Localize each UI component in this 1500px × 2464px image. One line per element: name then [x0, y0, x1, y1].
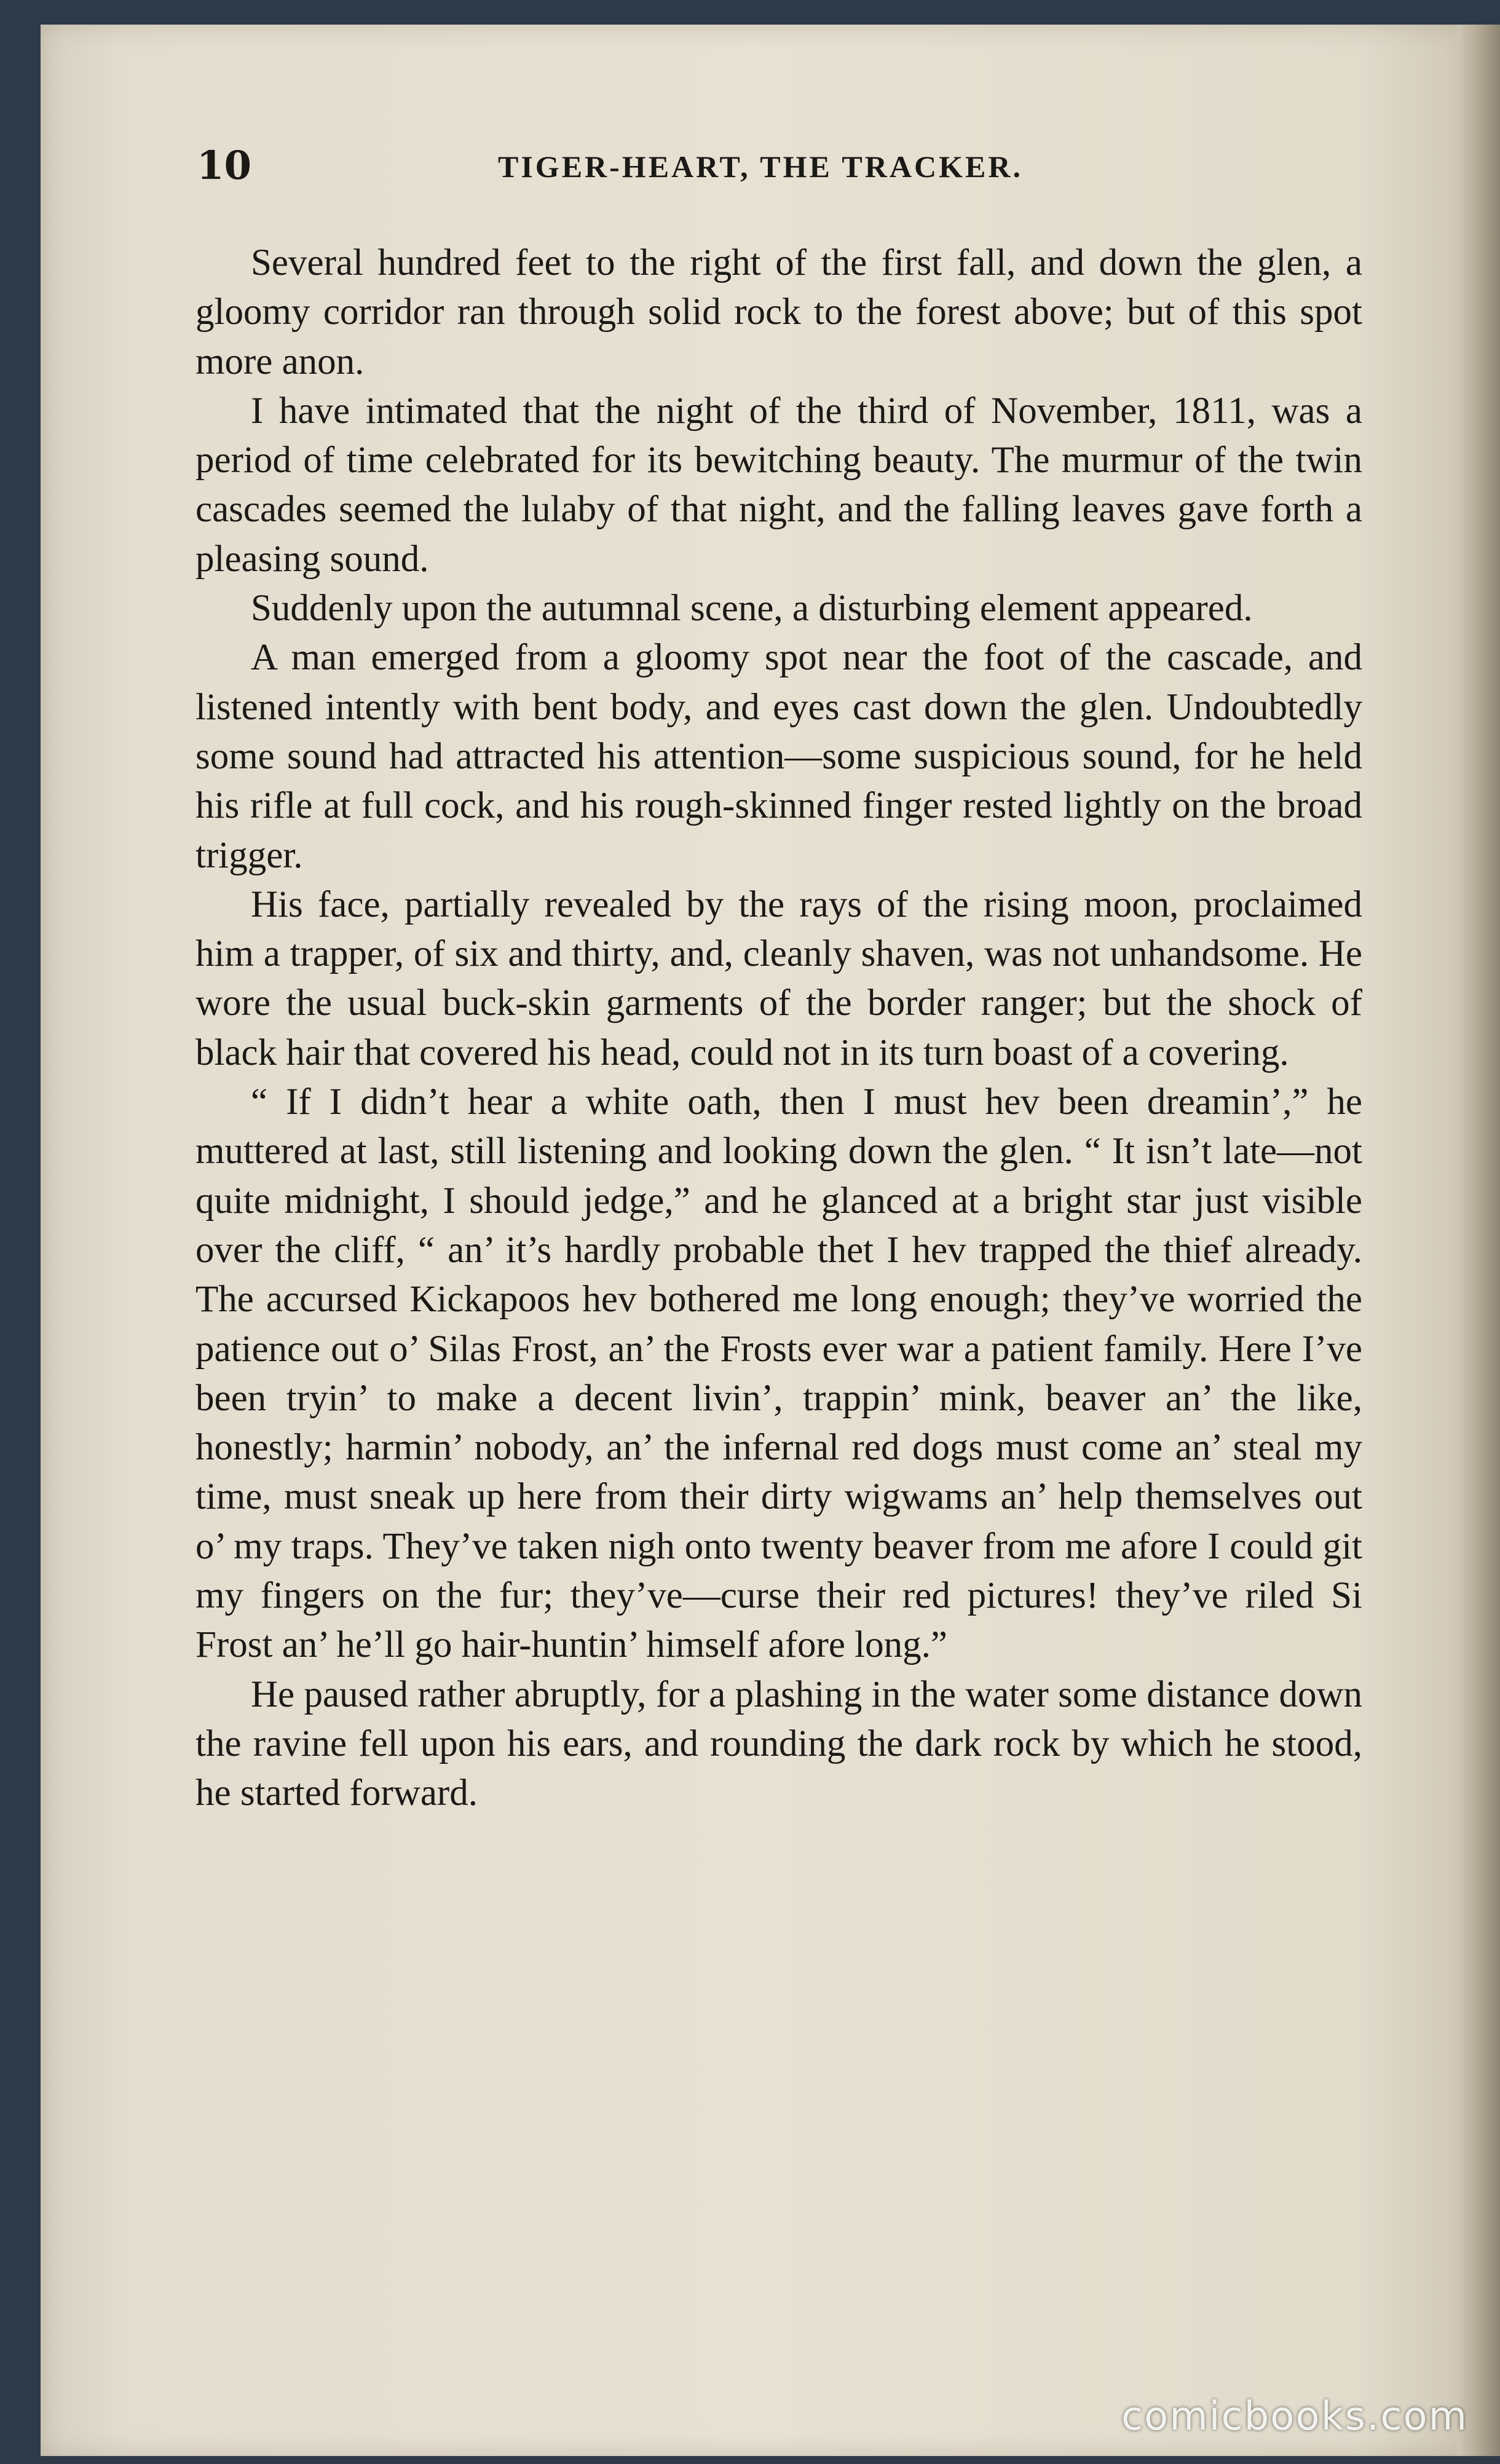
body-text [195, 239, 1362, 1818]
paragraph: He paused rather abruptly, for a plashing in the water some distance down the ravine fell upon his ears, and rounding the dark rock by which he stood, he started forward. [195, 1673, 1362, 1814]
paragraph: I have intimated that the night of the third of November, 1811, was a period of time celebrated for its bewitching beauty. The murmur of the twin cascades seemed the lulaby of that night, and the falling leaves gave forth a pleasing sound. [195, 390, 1362, 580]
running-head: TIGER-HEART, THE TRACKER. [498, 149, 1023, 184]
paragraph: A man emerged from a gloomy spot near the foot of the cascade, and listened intently with bent body, and eyes cast down the glen. Undoubtedly some sound had attracted his attention—some suspicious sound, for he held his rifle at full cock, and his rough-skinned finger rested lightly on the broad trigger. [195, 637, 1362, 876]
paragraph: “ If I didn’t hear a white oath, then I must hev been dreamin’,” he muttered at last, still listening and looking down the glen. “ It isn’t late—not quite midnight, I should jedge,” and he glanced at a bright star just visible over the cliff, “ an’ it’s hardly probable thet I hev trapped the thief already. The accursed Kickapoos hev bothered me long enough; they’ve worried the patience out o’ Silas Frost, an’ the Frosts ever war a patient family. Here I’ve been tryin’ to make a decent livin’, trappin’ mink, beaver an’ the like, honestly; harmin’ nobody, an’ the infernal red dogs must come an’ steal my time, must sneak up here from their dirty wigwams an’ help themselves out o’ my traps. They’ve taken nigh onto twenty beaver from me afore I could git my fingers on the fur; they’ve—curse their red pictures! they’ve riled Si Frost an’ he’ll go hair-huntin’ himself afore long.” [195, 1081, 1362, 1666]
page-number: 10 [197, 143, 252, 189]
paragraph: Several hundred feet to the right of the first fall, and down the glen, a gloomy corridor ran through solid rock to the forest above; but of this spot more anon. [195, 242, 1362, 382]
page-edge [1457, 25, 1500, 2456]
watermark: comicbooks.com [1121, 2394, 1468, 2439]
paragraph: Suddenly upon the autumnal scene, a disturbing element appeared. [251, 588, 1253, 630]
page-header [197, 143, 1365, 192]
paragraph: His face, partially revealed by the rays of the rising moon, proclaimed him a trapper, of six and thirty, and, cleanly shaven, was not unhandsome. He wore the usual buck-skin garments of the border ranger; but the shock of black hair that covered his head, could not in its turn boast of a covering. [195, 883, 1362, 1073]
